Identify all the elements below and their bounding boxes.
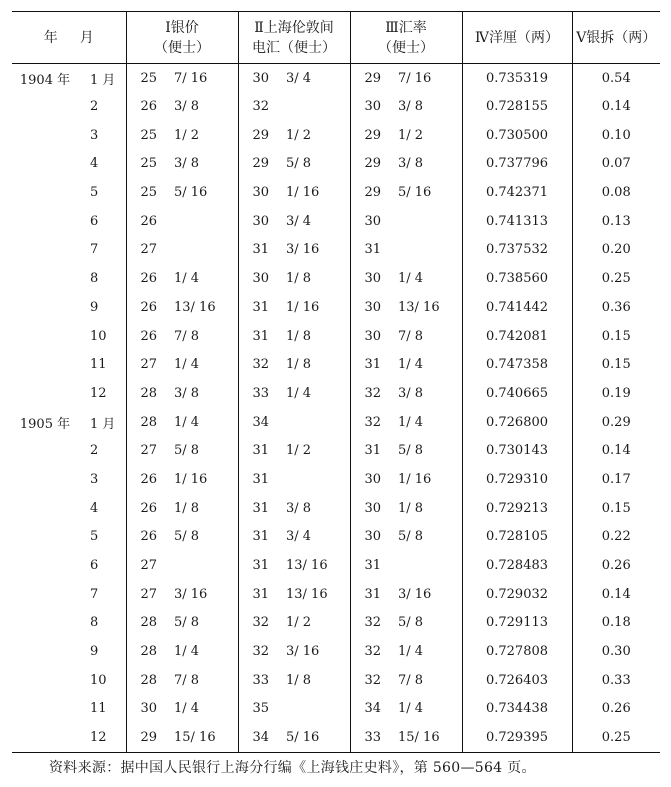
cell-yang-li: 0.729310 — [462, 465, 572, 494]
table-row — [12, 350, 660, 379]
cell-exchange-rate-fraction — [390, 551, 462, 580]
cell-exchange-rate-fraction: 7/ 8 — [398, 672, 424, 688]
cell-silver-price-whole: 26 — [126, 207, 166, 236]
cell-telegraphic-transfer-fraction: 3/ 16 — [286, 242, 320, 258]
cell-telegraphic-transfer-whole: 30 — [238, 264, 278, 293]
cell-telegraphic-transfer-fraction: 5/ 8 — [286, 156, 312, 172]
cell-exchange-rate-whole: 29 — [350, 178, 390, 207]
cell-telegraphic-transfer-fraction: 1/ 16 — [286, 185, 320, 201]
cell-month: 4 — [90, 500, 99, 516]
cell-silver-price-whole: 25 — [126, 150, 166, 179]
cell-yin-chai: 0.26 — [572, 695, 660, 724]
cell-month: 4 — [90, 156, 99, 172]
cell-telegraphic-transfer-fraction: 3/ 4 — [286, 213, 312, 229]
cell-silver-price-fraction: 1/ 4 — [174, 357, 200, 373]
cell-month: 2 — [90, 99, 99, 115]
header-exchange-rate-unit: （便士） — [378, 39, 434, 56]
cell-telegraphic-transfer-fraction: 1/ 4 — [286, 385, 312, 401]
cell-yin-chai: 0.14 — [572, 436, 660, 465]
source-note: 资料来源：据中国人民银行上海分行编《上海钱庄史料》，第 560—564 页。 — [49, 760, 536, 776]
cell-silver-price-whole: 26 — [126, 494, 166, 523]
cell-yin-chai: 0.08 — [572, 178, 660, 207]
cell-silver-price-whole: 30 — [126, 695, 166, 724]
cell-telegraphic-transfer-whole: 29 — [238, 150, 278, 179]
cell-exchange-rate-whole: 30 — [350, 494, 390, 523]
cell-silver-price-fraction: 5/ 8 — [174, 443, 200, 459]
cell-silver-price-fraction: 15/ 16 — [166, 723, 238, 752]
table-row — [12, 465, 660, 494]
cell-month: 7 — [90, 586, 99, 602]
cell-telegraphic-transfer-whole: 33 — [238, 666, 278, 695]
cell-yin-chai: 0.15 — [572, 494, 660, 523]
cell-exchange-rate-whole: 30 — [350, 523, 390, 552]
cell-yang-li: 0.726800 — [462, 408, 572, 437]
cell-month: 10 — [90, 672, 107, 688]
cell-telegraphic-transfer-fraction: 3/ 8 — [286, 500, 312, 516]
cell-exchange-rate-fraction: 1/ 16 — [398, 471, 432, 487]
cell-yang-li: 0.726403 — [462, 666, 572, 695]
cell-month: 1 月 — [90, 72, 116, 88]
cell-silver-price-whole: 28 — [126, 609, 166, 638]
header-row — [12, 12, 660, 64]
cell-exchange-rate-whole: 31 — [350, 436, 390, 465]
cell-exchange-rate-fraction — [390, 236, 462, 265]
cell-telegraphic-transfer-fraction — [278, 695, 350, 724]
cell-silver-price-fraction: 1/ 4 — [174, 701, 200, 717]
cell-silver-price-whole: 28 — [126, 379, 166, 408]
cell-year — [12, 264, 78, 293]
header-yin-chai: Ⅴ银拆（两） — [572, 12, 660, 64]
cell-telegraphic-transfer-fraction: 3/ 4 — [286, 529, 312, 545]
cell-telegraphic-transfer-whole: 33 — [238, 379, 278, 408]
cell-yin-chai: 0.22 — [572, 523, 660, 552]
cell-silver-price-whole: 27 — [126, 350, 166, 379]
cell-telegraphic-transfer-whole: 34 — [238, 723, 278, 752]
cell-yin-chai: 0.25 — [572, 264, 660, 293]
header-year-month — [12, 12, 126, 64]
cell-exchange-rate-fraction: 15/ 16 — [390, 723, 462, 752]
cell-yang-li: 0.737796 — [462, 150, 572, 179]
cell-yang-li: 0.730143 — [462, 436, 572, 465]
cell-yin-chai: 0.25 — [572, 723, 660, 752]
cell-silver-price-fraction: 7/ 8 — [174, 672, 200, 688]
cell-exchange-rate-whole: 31 — [350, 236, 390, 265]
cell-yang-li: 0.740665 — [462, 379, 572, 408]
cell-telegraphic-transfer-whole: 31 — [238, 494, 278, 523]
cell-exchange-rate-whole: 33 — [350, 723, 390, 752]
cell-exchange-rate-fraction: 3/ 16 — [398, 586, 432, 602]
cell-month: 1 月 — [90, 416, 116, 432]
cell-telegraphic-transfer-whole: 32 — [238, 609, 278, 638]
table-row — [12, 408, 660, 437]
cell-exchange-rate-whole: 30 — [350, 293, 390, 322]
cell-yin-chai: 0.17 — [572, 465, 660, 494]
cell-silver-price-whole: 29 — [126, 723, 166, 752]
cell-month: 9 — [90, 299, 99, 315]
cell-telegraphic-transfer-whole: 31 — [238, 293, 278, 322]
table-row — [12, 723, 660, 752]
table-row — [12, 551, 660, 580]
cell-telegraphic-transfer-whole: 31 — [238, 236, 278, 265]
cell-month: 12 — [78, 723, 126, 752]
cell-yin-chai: 0.30 — [572, 637, 660, 666]
cell-exchange-rate-fraction: 1/ 4 — [398, 271, 424, 287]
cell-yin-chai: 0.13 — [572, 207, 660, 236]
cell-telegraphic-transfer-fraction — [278, 465, 350, 494]
cell-yang-li: 0.730500 — [462, 121, 572, 150]
cell-yin-chai: 0.36 — [572, 293, 660, 322]
cell-exchange-rate-fraction: 7/ 16 — [398, 70, 432, 86]
cell-telegraphic-transfer-whole: 29 — [238, 121, 278, 150]
cell-silver-price-fraction: 3/ 8 — [174, 385, 200, 401]
cell-year — [12, 92, 78, 121]
cell-silver-price-whole: 28 — [126, 637, 166, 666]
cell-exchange-rate-whole: 32 — [350, 408, 390, 437]
cell-silver-price-fraction: 1/ 2 — [174, 127, 200, 143]
cell-silver-price-whole: 28 — [126, 408, 166, 437]
table-row — [12, 64, 660, 93]
cell-month: 2 — [90, 443, 99, 459]
cell-telegraphic-transfer-whole: 31 — [238, 551, 278, 580]
cell-silver-price-fraction: 1/ 4 — [174, 271, 200, 287]
cell-silver-price-fraction: 5/ 8 — [174, 529, 200, 545]
table-row — [12, 523, 660, 552]
cell-yin-chai: 0.15 — [572, 322, 660, 351]
cell-yin-chai: 0.15 — [572, 350, 660, 379]
cell-year — [12, 178, 78, 207]
header-exchange-rate — [350, 12, 462, 64]
cell-exchange-rate-whole: 32 — [350, 637, 390, 666]
table-row — [12, 695, 660, 724]
cell-month: 12 — [90, 385, 107, 401]
cell-telegraphic-transfer-fraction: 1/ 2 — [286, 615, 312, 631]
table-row — [12, 580, 660, 609]
cell-exchange-rate-whole: 29 — [350, 150, 390, 179]
table-row — [12, 207, 660, 236]
cell-silver-price-whole: 26 — [126, 92, 166, 121]
table-row — [12, 264, 660, 293]
cell-yang-li: 0.742371 — [462, 178, 572, 207]
cell-month: 6 — [90, 213, 99, 229]
cell-exchange-rate-whole: 30 — [350, 465, 390, 494]
cell-exchange-rate-fraction — [390, 207, 462, 236]
cell-yang-li: 0.728483 — [462, 551, 572, 580]
cell-silver-price-fraction: 7/ 8 — [174, 328, 200, 344]
cell-yin-chai: 0.07 — [572, 150, 660, 179]
cell-year — [12, 551, 78, 580]
table-row — [12, 494, 660, 523]
cell-telegraphic-transfer-whole: 35 — [238, 695, 278, 724]
cell-month: 7 — [90, 242, 99, 258]
cell-yang-li: 0.727808 — [462, 637, 572, 666]
cell-telegraphic-transfer-fraction: 1/ 8 — [286, 328, 312, 344]
cell-year — [12, 322, 78, 351]
table-row — [12, 637, 660, 666]
cell-silver-price-fraction: 1/ 8 — [174, 500, 200, 516]
cell-year — [12, 523, 78, 552]
header-exchange-rate-title: Ⅲ汇率 — [385, 19, 427, 36]
cell-telegraphic-transfer-fraction — [278, 408, 350, 437]
cell-telegraphic-transfer-fraction: 3/ 16 — [286, 644, 320, 660]
cell-silver-price-fraction: 5/ 8 — [174, 615, 200, 631]
cell-silver-price-fraction — [166, 207, 238, 236]
cell-exchange-rate-fraction: 7/ 8 — [398, 328, 424, 344]
cell-silver-price-whole: 25 — [126, 64, 166, 93]
cell-telegraphic-transfer-fraction: 13/ 16 — [286, 558, 328, 574]
cell-telegraphic-transfer-whole: 34 — [238, 408, 278, 437]
cell-month: 3 — [90, 127, 99, 143]
cell-telegraphic-transfer-whole: 30 — [238, 178, 278, 207]
cell-silver-price-whole: 26 — [126, 322, 166, 351]
cell-month: 8 — [90, 615, 99, 631]
header-year: 年 — [43, 29, 58, 46]
cell-year — [12, 150, 78, 179]
table-row — [12, 92, 660, 121]
cell-exchange-rate-whole: 32 — [350, 379, 390, 408]
cell-exchange-rate-whole: 32 — [350, 666, 390, 695]
cell-telegraphic-transfer-fraction: 1/ 8 — [286, 357, 312, 373]
cell-silver-price-fraction: 5/ 16 — [174, 185, 208, 201]
cell-telegraphic-transfer-whole: 30 — [238, 207, 278, 236]
cell-exchange-rate-fraction: 1/ 4 — [398, 701, 424, 717]
cell-month: 9 — [90, 644, 99, 660]
cell-yang-li: 0.737532 — [462, 236, 572, 265]
cell-exchange-rate-whole: 34 — [350, 695, 390, 724]
cell-telegraphic-transfer-fraction: 13/ 16 — [286, 586, 328, 602]
table-row — [12, 178, 660, 207]
table-row — [12, 436, 660, 465]
cell-yang-li: 0.741313 — [462, 207, 572, 236]
cell-yin-chai: 0.18 — [572, 609, 660, 638]
cell-exchange-rate-whole: 31 — [350, 350, 390, 379]
header-telegraphic-transfer-unit: 电汇（便士） — [252, 39, 336, 56]
cell-telegraphic-transfer-fraction: 1/ 8 — [286, 672, 312, 688]
cell-exchange-rate-fraction: 5/ 8 — [398, 443, 424, 459]
cell-yin-chai: 0.10 — [572, 121, 660, 150]
cell-exchange-rate-whole: 30 — [350, 264, 390, 293]
cell-yin-chai: 0.29 — [572, 408, 660, 437]
cell-yang-li: 0.728105 — [462, 523, 572, 552]
cell-telegraphic-transfer-whole: 32 — [238, 92, 278, 121]
cell-telegraphic-transfer-fraction: 1/ 2 — [286, 127, 312, 143]
cell-yin-chai: 0.14 — [572, 580, 660, 609]
cell-silver-price-whole: 25 — [126, 178, 166, 207]
cell-year — [12, 609, 78, 638]
cell-yang-li: 0.729395 — [462, 723, 572, 752]
cell-silver-price-fraction: 7/ 16 — [174, 70, 208, 86]
header-silver-price — [126, 12, 238, 64]
cell-yin-chai: 0.54 — [572, 64, 660, 93]
cell-telegraphic-transfer-fraction: 1/ 2 — [286, 443, 312, 459]
cell-year — [12, 293, 78, 322]
cell-exchange-rate-fraction: 5/ 16 — [398, 185, 432, 201]
cell-year — [12, 207, 78, 236]
cell-year — [12, 121, 78, 150]
header-yang-li: Ⅳ洋厘（两） — [462, 12, 572, 64]
cell-silver-price-fraction: 3/ 8 — [174, 99, 200, 115]
cell-silver-price-fraction: 3/ 8 — [174, 156, 200, 172]
cell-silver-price-whole: 27 — [126, 580, 166, 609]
cell-year — [12, 723, 78, 752]
cell-yang-li: 0.738560 — [462, 264, 572, 293]
cell-yang-li: 0.741442 — [462, 293, 572, 322]
cell-silver-price-fraction — [166, 551, 238, 580]
table-row — [12, 121, 660, 150]
cell-silver-price-fraction: 1/ 4 — [174, 414, 200, 430]
cell-year — [12, 379, 78, 408]
cell-month: 8 — [90, 271, 99, 287]
cell-yin-chai: 0.33 — [572, 666, 660, 695]
cell-exchange-rate-fraction: 1/ 4 — [398, 414, 424, 430]
cell-telegraphic-transfer-whole: 31 — [238, 465, 278, 494]
header-silver-price-title: Ⅰ银价 — [165, 19, 199, 36]
table-row — [12, 236, 660, 265]
header-silver-price-unit: （便士） — [154, 39, 210, 56]
cell-yang-li: 0.734438 — [462, 695, 572, 724]
table-row — [12, 150, 660, 179]
cell-exchange-rate-fraction: 13/ 16 — [398, 299, 440, 315]
cell-telegraphic-transfer-whole: 32 — [238, 350, 278, 379]
cell-telegraphic-transfer-fraction — [278, 92, 350, 121]
table-row — [12, 322, 660, 351]
cell-telegraphic-transfer-whole: 31 — [238, 436, 278, 465]
cell-telegraphic-transfer-whole: 31 — [238, 322, 278, 351]
cell-year — [12, 580, 78, 609]
cell-yin-chai: 0.26 — [572, 551, 660, 580]
cell-year — [12, 666, 78, 695]
cell-silver-price-fraction: 3/ 16 — [174, 586, 208, 602]
cell-silver-price-whole: 28 — [126, 666, 166, 695]
cell-exchange-rate-fraction: 1/ 8 — [398, 500, 424, 516]
cell-month: 11 — [90, 701, 107, 717]
cell-telegraphic-transfer-whole: 32 — [238, 637, 278, 666]
cell-exchange-rate-fraction: 1/ 4 — [398, 644, 424, 660]
header-telegraphic-transfer — [238, 12, 350, 64]
cell-year — [12, 436, 78, 465]
cell-silver-price-whole: 26 — [126, 264, 166, 293]
cell-month: 3 — [90, 471, 99, 487]
cell-year — [12, 494, 78, 523]
table-row — [12, 293, 660, 322]
cell-silver-price-fraction: 1/ 16 — [174, 471, 208, 487]
cell-silver-price-whole: 27 — [126, 551, 166, 580]
cell-yin-chai: 0.20 — [572, 236, 660, 265]
cell-telegraphic-transfer-fraction: 1/ 8 — [286, 271, 312, 287]
cell-exchange-rate-whole: 31 — [350, 551, 390, 580]
cell-year — [12, 637, 78, 666]
cell-telegraphic-transfer-whole: 31 — [238, 523, 278, 552]
cell-year — [12, 236, 78, 265]
cell-exchange-rate-fraction: 3/ 8 — [398, 385, 424, 401]
table-row — [12, 379, 660, 408]
cell-silver-price-whole: 26 — [126, 523, 166, 552]
cell-silver-price-whole: 25 — [126, 121, 166, 150]
cell-exchange-rate-whole: 30 — [350, 207, 390, 236]
cell-telegraphic-transfer-whole: 31 — [238, 580, 278, 609]
header-month: 月 — [79, 29, 94, 46]
cell-yang-li: 0.735319 — [462, 64, 572, 93]
cell-exchange-rate-fraction: 5/ 8 — [398, 615, 424, 631]
cell-silver-price-fraction: 1/ 4 — [174, 644, 200, 660]
cell-exchange-rate-whole: 29 — [350, 64, 390, 93]
cell-yang-li: 0.729213 — [462, 494, 572, 523]
cell-month: 11 — [90, 357, 107, 373]
cell-silver-price-whole: 26 — [126, 293, 166, 322]
cell-exchange-rate-whole: 30 — [350, 322, 390, 351]
cell-yin-chai: 0.19 — [572, 379, 660, 408]
cell-exchange-rate-fraction: 3/ 8 — [398, 156, 424, 172]
cell-yin-chai: 0.14 — [572, 92, 660, 121]
cell-telegraphic-transfer-whole: 30 — [238, 64, 278, 93]
cell-exchange-rate-whole: 30 — [350, 92, 390, 121]
cell-silver-price-whole: 27 — [126, 236, 166, 265]
cell-silver-price-fraction: 13/ 16 — [174, 299, 216, 315]
cell-silver-price-fraction — [166, 236, 238, 265]
exchange-rate-table — [12, 11, 660, 753]
cell-month: 6 — [90, 558, 99, 574]
cell-month: 10 — [90, 328, 107, 344]
cell-exchange-rate-fraction: 1/ 4 — [398, 357, 424, 373]
cell-yang-li: 0.742081 — [462, 322, 572, 351]
table-row — [12, 609, 660, 638]
header-telegraphic-transfer-title: Ⅱ上海伦敦间 — [254, 19, 334, 36]
cell-silver-price-whole: 26 — [126, 465, 166, 494]
cell-exchange-rate-whole: 29 — [350, 121, 390, 150]
cell-yang-li: 0.728155 — [462, 92, 572, 121]
cell-year — [12, 695, 78, 724]
cell-telegraphic-transfer-fraction: 5/ 16 — [278, 723, 350, 752]
cell-yang-li: 0.729113 — [462, 609, 572, 638]
cell-exchange-rate-fraction: 3/ 8 — [398, 99, 424, 115]
cell-year: 1905 年 — [19, 416, 71, 432]
cell-exchange-rate-fraction: 5/ 8 — [398, 529, 424, 545]
cell-silver-price-whole: 27 — [126, 436, 166, 465]
cell-year — [12, 465, 78, 494]
cell-exchange-rate-whole: 32 — [350, 609, 390, 638]
cell-yang-li: 0.747358 — [462, 350, 572, 379]
cell-month: 5 — [90, 529, 99, 545]
table-row — [12, 666, 660, 695]
cell-month: 5 — [90, 185, 99, 201]
cell-year: 1904 年 — [19, 72, 71, 88]
cell-telegraphic-transfer-fraction: 1/ 16 — [286, 299, 320, 315]
cell-year — [12, 350, 78, 379]
cell-yang-li: 0.729032 — [462, 580, 572, 609]
cell-exchange-rate-fraction: 1/ 2 — [398, 127, 424, 143]
cell-exchange-rate-whole: 31 — [350, 580, 390, 609]
cell-telegraphic-transfer-fraction: 3/ 4 — [286, 70, 312, 86]
